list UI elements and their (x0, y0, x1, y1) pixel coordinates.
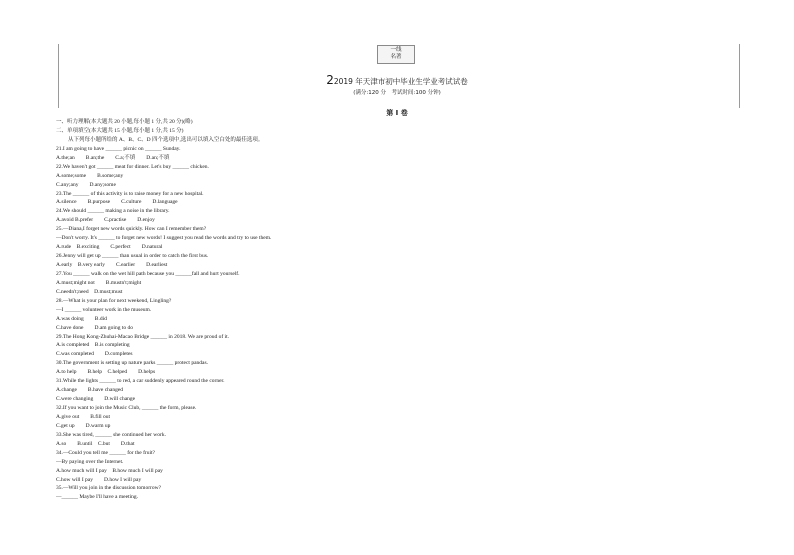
title-lead: 2 (326, 73, 334, 87)
text-line: —______ Maybe I'll have a meeting. (56, 494, 138, 501)
text-line: 31.While the lights ______ to red, a car suddenly appeared round the corner. (56, 378, 225, 385)
text-line: A.some;some B.some;any (56, 172, 124, 179)
text-line: 26.Jenny will get up ______ than usual in order to catch the first bus. (56, 253, 209, 260)
text-line: A.silence B.purpose C.culture D.language (56, 199, 178, 206)
part-heading: 第 I 卷 (386, 109, 408, 117)
text-line: 25.—Diana,I forget new words quickly. How can I remember them? (56, 226, 207, 233)
text-line: 23.The ______ of this activity is to raise money for a new hospital. (56, 190, 204, 197)
text-line: C.needn't;need D.must;must (56, 288, 123, 295)
text-line: 30.The government is setting up nature parks ______ protect pandas. (56, 360, 208, 367)
text-line: C.have done D.am going to do (56, 324, 133, 331)
text-line: A.how much will I pay B.how much I will pay (56, 467, 163, 474)
text-line: 从下列每小题所给的 A、B、C、D 四个选项中,选出可以填入空白处的最佳选项。 (68, 136, 264, 143)
exam-subtitle: (满分:120 分 考试时间:100 分钟) (353, 90, 441, 96)
text-line: 二、单项填空(本大题共 15 小题,每小题 1 分,共 15 分) (56, 127, 184, 134)
text-line: —I ______ volunteer work in the museum. (56, 306, 152, 313)
text-line: C.were changing D.will change (56, 396, 136, 403)
text-line: —Don't worry. It's ______ to forget new words! I suggest you read the words and try to use them. (56, 235, 272, 242)
text-line: A.is completed B.is completing (56, 342, 130, 349)
badge-line-1: 一线 (390, 47, 402, 53)
text-line: 22.We haven't got ______ meat for dinner. Let's buy ______ chicken. (56, 163, 209, 170)
text-line: 29.The Hong Kong-Zhuhai-Macao Bridge ______ in 2018. We are proud of it. (56, 333, 229, 340)
text-line: 32.If you want to join the Music Club, ______ the form, please. (56, 405, 197, 411)
text-line: A.early B.very early C.earlier D.earliest (56, 262, 168, 268)
text-line: C.how will I pay D.how I will pay (56, 476, 142, 483)
text-line: 27.You ______ walk on the wet hill path because you ______fall and hurt yourself. (56, 270, 240, 277)
text-line: C.any;any D.any;some (56, 181, 116, 188)
text-line: A.change B.have changed (56, 387, 124, 394)
title-rest: 2019 年天津市初中毕业生学业考试试卷 (333, 77, 468, 86)
text-line: 21.I am going to have ______ picnic on ______ Sunday. (56, 145, 181, 152)
text-line: C.was completed D.completes (56, 351, 133, 358)
header-badge (377, 45, 415, 64)
text-line: C.get up D.warm up (56, 422, 111, 429)
text-line: 一、听力理解(本大题共 20 小题,每小题 1 分,共 20 分)(略) (56, 119, 193, 125)
exam-title (0, 73, 794, 87)
text-line: A.the;an B.an;the C.a;不填 D.an;不填 (56, 154, 170, 161)
question-body (56, 118, 616, 502)
text-line: 33.She was tired, ______ she continued her work. (56, 431, 166, 438)
badge-line-2: 名著 (390, 54, 402, 60)
text-line: A.rude B.exciting C.perfect D.natural (56, 244, 163, 251)
text-line: A.so B.until C.but D.that (56, 440, 135, 447)
text-line: A.avoid B.prefer C.practise D.enjoy (56, 217, 155, 224)
text-line: A.must;might not B.mustn't;might (56, 279, 142, 286)
text-line: 34.—Could you tell me ______ for the fruit? (56, 449, 155, 456)
text-line: A.was doing B.did (56, 315, 107, 322)
text-line: 28.—What is your plan for next weekend, Lingling? (56, 297, 172, 304)
text-line: 24.We should ______ making a noise in the library. (56, 208, 170, 215)
text-line: 35.—Will you join in the discussion tomorrow? (56, 485, 162, 492)
text-line: —By paying over the Internet. (56, 458, 124, 465)
text-line: A.give out B.fill out (56, 413, 111, 420)
text-line: A.to help B.help C.helped D.helps (56, 369, 156, 376)
